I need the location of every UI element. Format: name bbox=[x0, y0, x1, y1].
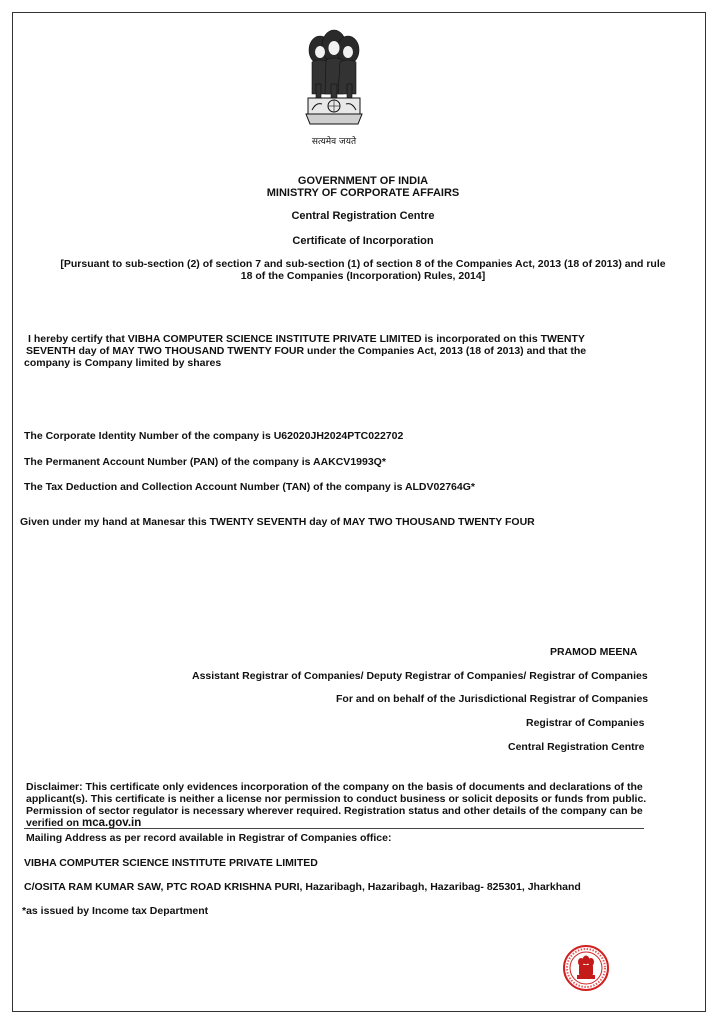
signatory-on-behalf: For and on behalf of the Jurisdictional Registrar of Companies bbox=[336, 693, 649, 705]
certify-line-2: SEVENTH day of MAY TWO THOUSAND TWENTY FOUR under the Companies Act, 2013 (18 of 2013) and that the bbox=[26, 345, 587, 357]
mca-seal-icon bbox=[562, 944, 610, 992]
government-heading: GOVERNMENT OF INDIA bbox=[297, 175, 429, 187]
footnote: *as issued by Income tax Department bbox=[22, 905, 209, 917]
ministry-heading: MINISTRY OF CORPORATE AFFAIRS bbox=[266, 187, 460, 199]
signatory-registrar: Registrar of Companies bbox=[526, 717, 645, 729]
given-statement: Given under my hand at Manesar this TWENTY SEVENTH day of MAY TWO THOUSAND TWENTY FOUR bbox=[20, 516, 535, 528]
divider bbox=[24, 828, 644, 829]
pursuant-line-1: [Pursuant to sub-section (2) of section 7 and sub-section (1) of section 8 of the Companies Act, 2013 (18 of 2013) and rule bbox=[60, 258, 666, 270]
certify-line-1: I hereby certify that VIBHA COMPUTER SCIENCE INSTITUTE PRIVATE LIMITED is incorporated on this TWENTY bbox=[28, 333, 585, 345]
mailing-company: VIBHA COMPUTER SCIENCE INSTITUTE PRIVATE LIMITED bbox=[24, 857, 318, 869]
cin-statement: The Corporate Identity Number of the company is U62020JH2024PTC022702 bbox=[24, 430, 404, 442]
mca-website-link[interactable]: mca.gov.in bbox=[82, 817, 142, 829]
centre-heading: Central Registration Centre bbox=[291, 210, 435, 222]
certificate-title: Certificate of Incorporation bbox=[292, 235, 434, 247]
signatory-centre: Central Registration Centre bbox=[508, 741, 645, 753]
disclaimer-line-1: Disclaimer: This certificate only evidences incorporation of the company on the basis of documents and declarations of the bbox=[26, 781, 643, 793]
disclaimer-verify-prefix: verified on bbox=[26, 817, 83, 829]
national-emblem-icon bbox=[300, 28, 368, 138]
mailing-address: C/OSITA RAM KUMAR SAW, PTC ROAD KRISHNA PURI, Hazaribagh, Hazaribagh, Hazaribag- 825301, Jharkhand bbox=[24, 881, 581, 893]
signatory-designation: Assistant Registrar of Companies/ Deputy Registrar of Companies/ Registrar of Companies bbox=[192, 670, 648, 682]
mailing-heading: Mailing Address as per record available in Registrar of Companies office: bbox=[26, 832, 392, 844]
disclaimer-line-2: applicant(s). This certificate is neither a license nor permission to conduct business or solicit deposits or funds from public. bbox=[26, 793, 647, 805]
disclaimer-line-3: Permission of sector regulator is necessary wherever required. Registration status and other details of the company can be bbox=[26, 805, 643, 817]
pursuant-line-2: 18 of the Companies (Incorporation) Rules, 2014] bbox=[240, 270, 486, 282]
pan-statement: The Permanent Account Number (PAN) of the company is AAKCV1993Q* bbox=[24, 456, 386, 468]
emblem-motto: सत्यमेव जयते bbox=[311, 137, 357, 147]
signatory-name: PRAMOD MEENA bbox=[550, 646, 638, 658]
certify-line-3: company is Company limited by shares bbox=[24, 357, 222, 369]
tan-statement: The Tax Deduction and Collection Account Number (TAN) of the company is ALDV02764G* bbox=[24, 481, 475, 493]
